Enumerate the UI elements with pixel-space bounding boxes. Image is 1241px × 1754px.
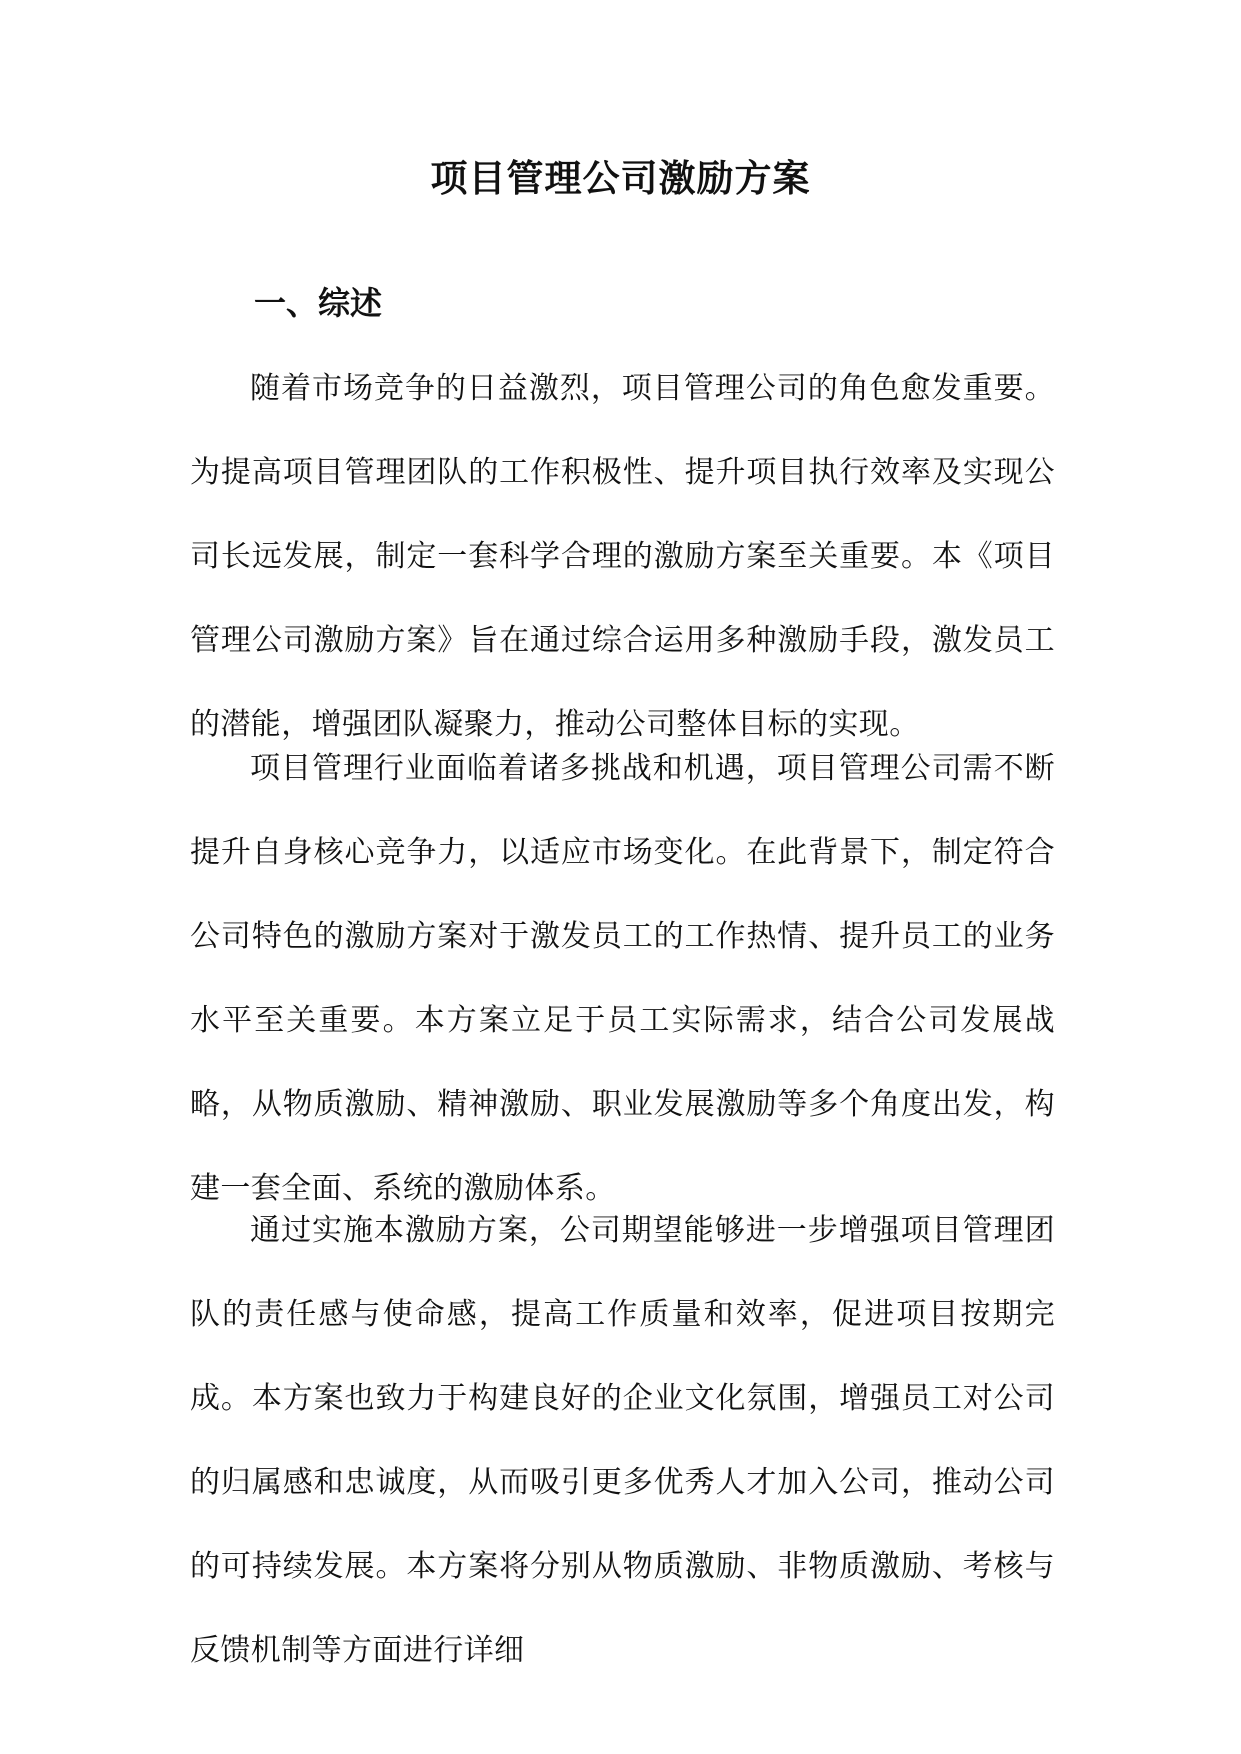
- document-title: 项目管理公司激励方案: [430, 156, 811, 200]
- section-heading-overview: 一、综述: [254, 284, 383, 322]
- paragraph-1: 随着市场竞争的日益激烈，项目管理公司的角色愈发重要。为提高项目管理团队的工作积极性、提升项目执行效率及实现公司长远发展，制定一套科学合理的激励方案至关重要。本《项目管理公司激励方案》旨在通过综合运用多种激励手段，激发员工的潜能，增强团队凝聚力，推动公司整体目标的实现。: [190, 371, 1055, 742]
- paragraph-3: 通过实施本激励方案，公司期望能够进一步增强项目管理团队的责任感与使命感，提高工作质量和效率，促进项目按期完成。本方案也致力于构建良好的企业文化氛围，增强员工对公司的归属感和忠诚度，从而吸引更多优秀人才加入公司，推动公司的可持续发展。本方案将分别从物质激励、非物质激励、考核与反馈机制等方面进行详细: [190, 1213, 1055, 1668]
- paragraph-2: 项目管理行业面临着诸多挑战和机遇，项目管理公司需不断提升自身核心竞争力，以适应市场变化。在此背景下，制定符合公司特色的激励方案对于激发员工的工作热情、提升员工的业务水平至关重要。本方案立足于员工实际需求，结合公司发展战略，从物质激励、精神激励、职业发展激励等多个角度出发，构建一套全面、系统的激励体系。: [190, 751, 1055, 1206]
